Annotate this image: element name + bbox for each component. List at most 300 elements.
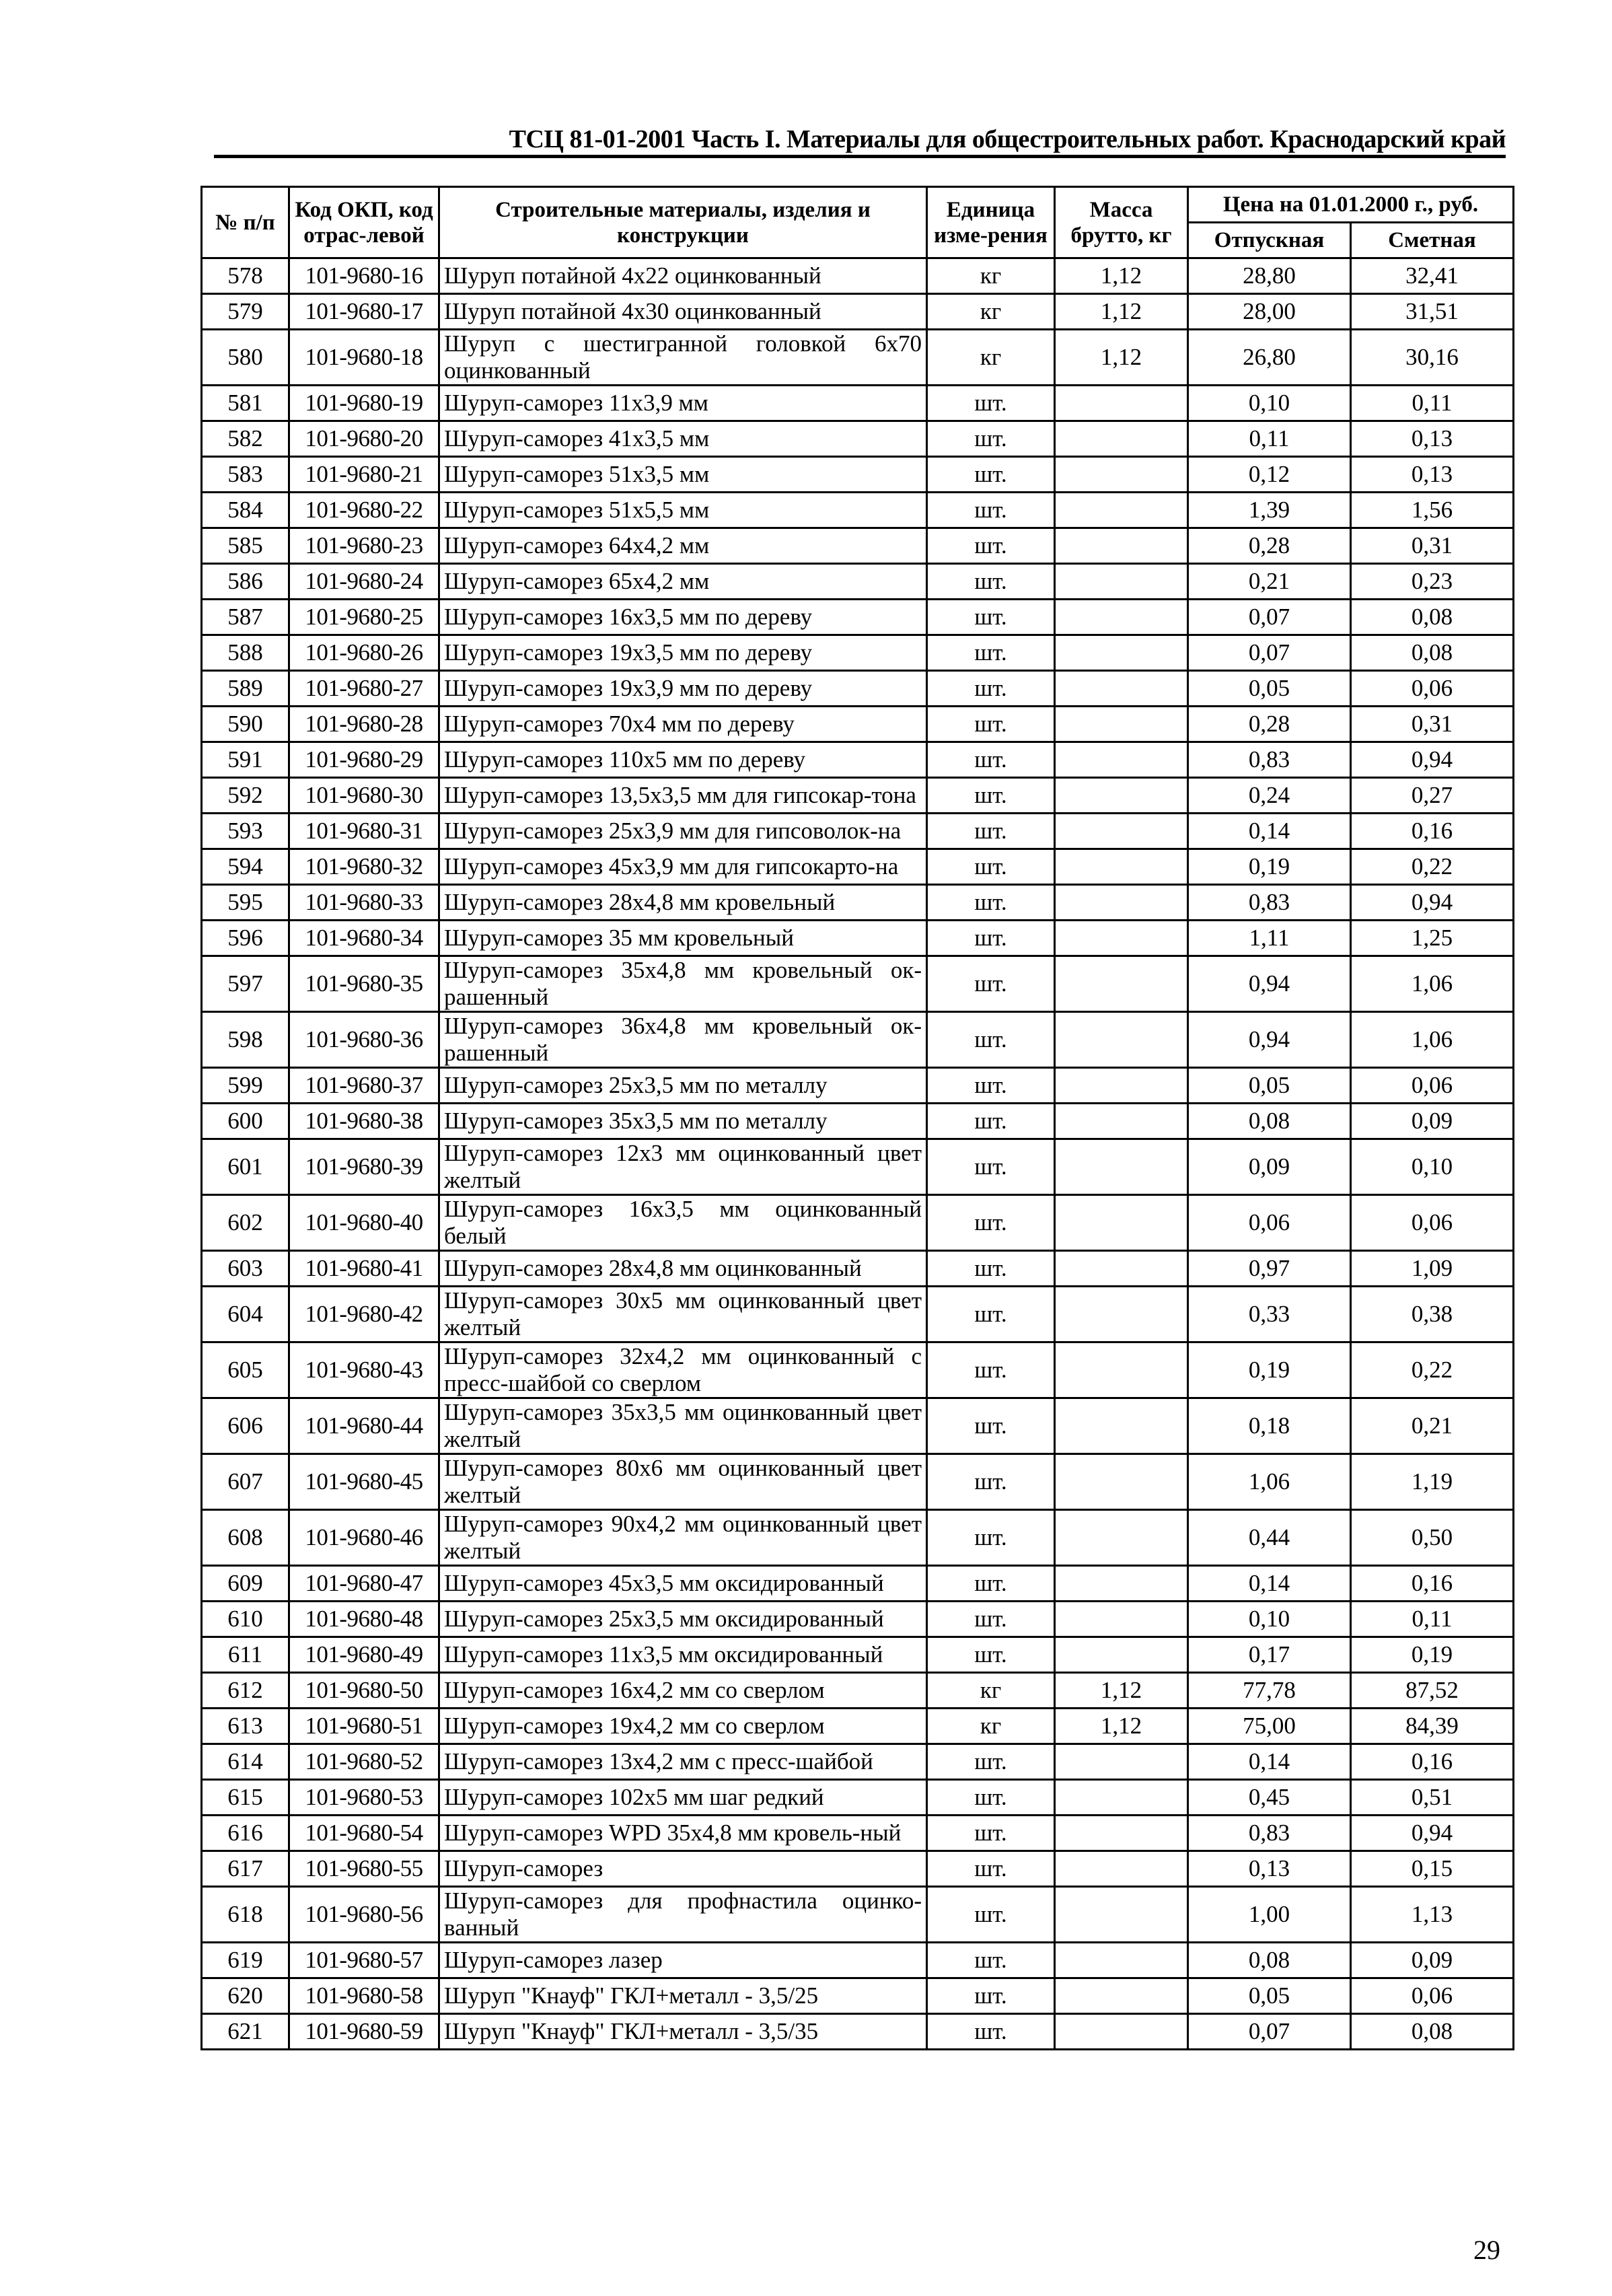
row-price-release: 0,19 (1188, 1342, 1351, 1398)
row-price-estimate: 0,13 (1351, 421, 1514, 457)
row-unit: шт. (927, 1398, 1055, 1454)
row-mass (1055, 493, 1188, 528)
row-price-estimate: 0,94 (1351, 1816, 1514, 1851)
table-row (202, 258, 1514, 294)
row-number: 590 (202, 707, 289, 742)
row-name: Шуруп-саморез 51х5,5 мм (439, 493, 927, 528)
row-name: Шуруп-саморез WPD 35х4,8 мм кровель-ный (439, 1816, 927, 1851)
row-mass (1055, 1943, 1188, 1978)
row-name: Шуруп-саморез 51х3,5 мм (439, 457, 927, 493)
row-unit: кг (927, 330, 1055, 386)
row-number: 585 (202, 528, 289, 564)
row-number: 601 (202, 1139, 289, 1195)
row-mass (1055, 849, 1188, 885)
row-price-release: 0,33 (1188, 1287, 1351, 1342)
row-unit: шт. (927, 921, 1055, 956)
row-code: 101-9680-22 (289, 493, 439, 528)
row-price-estimate: 32,41 (1351, 258, 1514, 294)
row-name: Шуруп-саморез 90х4,2 мм оцинкованный цвет желтый (439, 1510, 927, 1566)
row-price-release: 0,06 (1188, 1195, 1351, 1251)
row-price-release: 0,19 (1188, 849, 1351, 885)
row-mass (1055, 956, 1188, 1012)
row-name: Шуруп-саморез 16х3,5 мм оцинкованный белый (439, 1195, 927, 1251)
row-mass (1055, 1398, 1188, 1454)
table-row (202, 294, 1514, 330)
row-price-estimate: 30,16 (1351, 330, 1514, 386)
row-name: Шуруп-саморез 70х4 мм по дереву (439, 707, 927, 742)
row-price-release: 0,05 (1188, 671, 1351, 707)
row-price-release: 0,12 (1188, 457, 1351, 493)
row-price-release: 0,08 (1188, 1104, 1351, 1139)
row-mass (1055, 564, 1188, 600)
table-row (202, 1780, 1514, 1816)
row-number: 606 (202, 1398, 289, 1454)
row-code: 101-9680-47 (289, 1566, 439, 1602)
row-unit: шт. (927, 814, 1055, 849)
row-code: 101-9680-54 (289, 1816, 439, 1851)
col-header-name: Строительные материалы, изделия и конструкции (439, 187, 927, 258)
row-price-estimate: 0,16 (1351, 814, 1514, 849)
row-name: Шуруп-саморез 19х4,2 мм со сверлом (439, 1709, 927, 1744)
row-name: Шуруп-саморез 32х4,2 мм оцинкованный с пресс-шайбой со сверлом (439, 1342, 927, 1398)
row-number: 610 (202, 1602, 289, 1637)
row-name: Шуруп-саморез 35х3,5 мм по металлу (439, 1104, 927, 1139)
table-row (202, 1139, 1514, 1195)
row-code: 101-9680-33 (289, 885, 439, 921)
row-code: 101-9680-59 (289, 2014, 439, 2050)
row-mass (1055, 1978, 1188, 2014)
row-name: Шуруп-саморез 35х4,8 мм кровельный ок-рашенный (439, 956, 927, 1012)
row-name: Шуруп-саморез 25х3,5 мм по металлу (439, 1068, 927, 1104)
price-table (200, 186, 1514, 2050)
row-name: Шуруп-саморез 45х3,9 мм для гипсокарто-на (439, 849, 927, 885)
row-name: Шуруп-саморез 41х3,5 мм (439, 421, 927, 457)
row-code: 101-9680-45 (289, 1454, 439, 1510)
row-price-estimate: 31,51 (1351, 294, 1514, 330)
row-code: 101-9680-19 (289, 386, 439, 421)
row-mass (1055, 457, 1188, 493)
row-name: Шуруп-саморез 25х3,5 мм оксидированный (439, 1602, 927, 1637)
row-price-estimate: 0,22 (1351, 1342, 1514, 1398)
row-mass (1055, 671, 1188, 707)
row-mass (1055, 1342, 1188, 1398)
table-row (202, 742, 1514, 778)
row-price-estimate: 0,22 (1351, 849, 1514, 885)
row-price-estimate: 0,50 (1351, 1510, 1514, 1566)
table-row (202, 1195, 1514, 1251)
row-mass (1055, 921, 1188, 956)
row-code: 101-9680-46 (289, 1510, 439, 1566)
row-name: Шуруп-саморез 28х4,8 мм оцинкованный (439, 1251, 927, 1287)
row-name: Шуруп-саморез для профнастила оцинко-ванный (439, 1887, 927, 1943)
row-unit: шт. (927, 742, 1055, 778)
row-price-release: 26,80 (1188, 330, 1351, 386)
table-row (202, 330, 1514, 386)
row-price-estimate: 84,39 (1351, 1709, 1514, 1744)
row-mass (1055, 600, 1188, 635)
row-price-estimate: 0,06 (1351, 1068, 1514, 1104)
row-mass (1055, 1816, 1188, 1851)
row-code: 101-9680-26 (289, 635, 439, 671)
row-code: 101-9680-43 (289, 1342, 439, 1398)
row-unit: шт. (927, 1251, 1055, 1287)
table-row (202, 778, 1514, 814)
row-mass: 1,12 (1055, 258, 1188, 294)
row-price-release: 0,97 (1188, 1251, 1351, 1287)
row-name: Шуруп-саморез 64х4,2 мм (439, 528, 927, 564)
row-price-estimate: 0,19 (1351, 1637, 1514, 1673)
row-price-release: 0,14 (1188, 1566, 1351, 1602)
table-row (202, 1673, 1514, 1709)
row-price-release: 0,11 (1188, 421, 1351, 457)
table-row (202, 1012, 1514, 1068)
table-row (202, 1744, 1514, 1780)
row-mass (1055, 1068, 1188, 1104)
row-code: 101-9680-35 (289, 956, 439, 1012)
col-header-unit: Единица изме-рения (927, 187, 1055, 258)
row-unit: кг (927, 1673, 1055, 1709)
row-name: Шуруп-саморез лазер (439, 1943, 927, 1978)
row-code: 101-9680-17 (289, 294, 439, 330)
row-name: Шуруп-саморез 35 мм кровельный (439, 921, 927, 956)
row-code: 101-9680-16 (289, 258, 439, 294)
row-code: 101-9680-39 (289, 1139, 439, 1195)
table-row (202, 1068, 1514, 1104)
row-price-estimate: 0,08 (1351, 2014, 1514, 2050)
row-number: 614 (202, 1744, 289, 1780)
row-code: 101-9680-25 (289, 600, 439, 635)
row-name: Шуруп-саморез 102х5 мм шаг редкий (439, 1780, 927, 1816)
row-code: 101-9680-56 (289, 1887, 439, 1943)
row-number: 600 (202, 1104, 289, 1139)
row-code: 101-9680-27 (289, 671, 439, 707)
table-row (202, 707, 1514, 742)
row-mass (1055, 1251, 1188, 1287)
table-row (202, 849, 1514, 885)
row-name: Шуруп-саморез (439, 1851, 927, 1887)
row-price-estimate: 0,31 (1351, 528, 1514, 564)
table-row (202, 921, 1514, 956)
table-header (202, 187, 1514, 258)
row-unit: кг (927, 258, 1055, 294)
row-number: 604 (202, 1287, 289, 1342)
row-price-release: 0,10 (1188, 1602, 1351, 1637)
row-unit: шт. (927, 457, 1055, 493)
row-code: 101-9680-31 (289, 814, 439, 849)
row-unit: шт. (927, 493, 1055, 528)
row-number: 599 (202, 1068, 289, 1104)
row-name: Шуруп-саморез 13,5х3,5 мм для гипсокар-тона (439, 778, 927, 814)
row-code: 101-9680-41 (289, 1251, 439, 1287)
row-code: 101-9680-40 (289, 1195, 439, 1251)
row-code: 101-9680-34 (289, 921, 439, 956)
row-unit: шт. (927, 1510, 1055, 1566)
row-number: 616 (202, 1816, 289, 1851)
row-mass (1055, 528, 1188, 564)
row-price-release: 0,05 (1188, 1978, 1351, 2014)
col-header-mass: Масса брутто, кг (1055, 187, 1188, 258)
row-mass (1055, 1287, 1188, 1342)
row-name: Шуруп-саморез 19х3,9 мм по дереву (439, 671, 927, 707)
row-unit: шт. (927, 778, 1055, 814)
row-name: Шуруп "Кнауф" ГКЛ+металл - 3,5/25 (439, 1978, 927, 2014)
row-number: 618 (202, 1887, 289, 1943)
row-unit: шт. (927, 1851, 1055, 1887)
row-number: 579 (202, 294, 289, 330)
table-row (202, 956, 1514, 1012)
row-mass (1055, 1454, 1188, 1510)
row-price-release: 0,44 (1188, 1510, 1351, 1566)
row-price-release: 0,07 (1188, 635, 1351, 671)
row-unit: шт. (927, 849, 1055, 885)
row-price-estimate: 1,56 (1351, 493, 1514, 528)
row-price-estimate: 0,13 (1351, 457, 1514, 493)
row-code: 101-9680-48 (289, 1602, 439, 1637)
row-mass (1055, 1637, 1188, 1673)
table-row (202, 600, 1514, 635)
row-number: 592 (202, 778, 289, 814)
row-mass (1055, 707, 1188, 742)
row-number: 586 (202, 564, 289, 600)
row-price-release: 0,13 (1188, 1851, 1351, 1887)
row-name: Шуруп-саморез 11х3,9 мм (439, 386, 927, 421)
table-row (202, 457, 1514, 493)
row-number: 588 (202, 635, 289, 671)
table-row (202, 814, 1514, 849)
table-row (202, 1342, 1514, 1398)
row-code: 101-9680-18 (289, 330, 439, 386)
row-mass (1055, 1780, 1188, 1816)
table-row (202, 1566, 1514, 1602)
row-name: Шуруп-саморез 11х3,5 мм оксидированный (439, 1637, 927, 1673)
table-body (202, 258, 1514, 2050)
row-unit: шт. (927, 1342, 1055, 1398)
row-unit: шт. (927, 1104, 1055, 1139)
row-name: Шуруп-саморез 35х3,5 мм оцинкованный цвет желтый (439, 1398, 927, 1454)
row-code: 101-9680-36 (289, 1012, 439, 1068)
table-row (202, 1887, 1514, 1943)
row-number: 612 (202, 1673, 289, 1709)
row-price-estimate: 0,21 (1351, 1398, 1514, 1454)
row-mass (1055, 1510, 1188, 1566)
row-price-estimate: 0,11 (1351, 1602, 1514, 1637)
row-name: Шуруп-саморез 30х5 мм оцинкованный цвет желтый (439, 1287, 927, 1342)
row-name: Шуруп-саморез 19х3,5 мм по дереву (439, 635, 927, 671)
row-name: Шуруп-саморез 80х6 мм оцинкованный цвет желтый (439, 1454, 927, 1510)
row-mass (1055, 1744, 1188, 1780)
row-name: Шуруп-саморез 25х3,9 мм для гипсоволок-на (439, 814, 927, 849)
row-code: 101-9680-52 (289, 1744, 439, 1780)
row-price-release: 1,11 (1188, 921, 1351, 956)
row-price-estimate: 0,94 (1351, 885, 1514, 921)
row-code: 101-9680-21 (289, 457, 439, 493)
row-name: Шуруп-саморез 16х4,2 мм со сверлом (439, 1673, 927, 1709)
row-code: 101-9680-29 (289, 742, 439, 778)
row-price-estimate: 0,31 (1351, 707, 1514, 742)
row-price-estimate: 0,09 (1351, 1104, 1514, 1139)
table-row (202, 1637, 1514, 1673)
row-code: 101-9680-49 (289, 1637, 439, 1673)
row-number: 578 (202, 258, 289, 294)
row-number: 619 (202, 1943, 289, 1978)
row-price-release: 1,00 (1188, 1887, 1351, 1943)
row-code: 101-9680-50 (289, 1673, 439, 1709)
row-price-release: 0,10 (1188, 386, 1351, 421)
col-header-price-release: Отпускная (1188, 223, 1351, 258)
row-code: 101-9680-57 (289, 1943, 439, 1978)
row-price-estimate: 1,09 (1351, 1251, 1514, 1287)
row-unit: шт. (927, 564, 1055, 600)
row-mass (1055, 778, 1188, 814)
col-header-num: № п/п (202, 187, 289, 258)
row-name: Шуруп-саморез 13х4,2 мм с пресс-шайбой (439, 1744, 927, 1780)
row-code: 101-9680-23 (289, 528, 439, 564)
row-mass (1055, 1851, 1188, 1887)
row-number: 615 (202, 1780, 289, 1816)
row-number: 620 (202, 1978, 289, 2014)
table-row (202, 1851, 1514, 1887)
row-price-release: 0,07 (1188, 2014, 1351, 2050)
row-unit: шт. (927, 671, 1055, 707)
row-unit: шт. (927, 1602, 1055, 1637)
row-unit: шт. (927, 1978, 1055, 2014)
table-row (202, 1104, 1514, 1139)
row-price-estimate: 0,27 (1351, 778, 1514, 814)
row-price-estimate: 0,16 (1351, 1566, 1514, 1602)
row-number: 607 (202, 1454, 289, 1510)
table-row (202, 493, 1514, 528)
row-unit: шт. (927, 528, 1055, 564)
row-unit: шт. (927, 707, 1055, 742)
row-price-release: 0,94 (1188, 956, 1351, 1012)
row-number: 621 (202, 2014, 289, 2050)
row-number: 608 (202, 1510, 289, 1566)
table-row (202, 1287, 1514, 1342)
row-number: 613 (202, 1709, 289, 1744)
row-price-estimate: 0,09 (1351, 1943, 1514, 1978)
row-price-estimate: 87,52 (1351, 1673, 1514, 1709)
row-name: Шуруп-саморез 110х5 мм по дереву (439, 742, 927, 778)
table-row (202, 885, 1514, 921)
table-row (202, 1709, 1514, 1744)
row-price-release: 0,28 (1188, 707, 1351, 742)
row-price-release: 0,07 (1188, 600, 1351, 635)
table-row (202, 671, 1514, 707)
row-mass (1055, 1887, 1188, 1943)
row-price-estimate: 0,08 (1351, 635, 1514, 671)
col-header-code: Код ОКП, код отрас-левой (289, 187, 439, 258)
row-number: 594 (202, 849, 289, 885)
row-price-estimate: 1,06 (1351, 1012, 1514, 1068)
row-number: 589 (202, 671, 289, 707)
row-unit: шт. (927, 885, 1055, 921)
row-price-estimate: 0,94 (1351, 742, 1514, 778)
row-number: 617 (202, 1851, 289, 1887)
row-code: 101-9680-51 (289, 1709, 439, 1744)
row-name: Шуруп с шестигранной головкой 6х70 оцинкованный (439, 330, 927, 386)
row-unit: кг (927, 1709, 1055, 1744)
row-mass (1055, 1195, 1188, 1251)
row-name: Шуруп-саморез 45х3,5 мм оксидированный (439, 1566, 927, 1602)
row-number: 598 (202, 1012, 289, 1068)
table-row (202, 1454, 1514, 1510)
row-unit: шт. (927, 1943, 1055, 1978)
row-code: 101-9680-42 (289, 1287, 439, 1342)
row-unit: шт. (927, 1287, 1055, 1342)
row-unit: шт. (927, 1195, 1055, 1251)
row-price-release: 0,24 (1188, 778, 1351, 814)
row-name: Шуруп потайной 4х22 оцинкованный (439, 258, 927, 294)
row-number: 584 (202, 493, 289, 528)
table-row (202, 1978, 1514, 2014)
row-price-release: 1,39 (1188, 493, 1351, 528)
row-price-estimate: 1,19 (1351, 1454, 1514, 1510)
table-row (202, 1943, 1514, 1978)
row-name: Шуруп "Кнауф" ГКЛ+металл - 3,5/35 (439, 2014, 927, 2050)
row-mass: 1,12 (1055, 330, 1188, 386)
row-unit: шт. (927, 956, 1055, 1012)
row-code: 101-9680-24 (289, 564, 439, 600)
row-price-release: 28,80 (1188, 258, 1351, 294)
row-price-release: 0,18 (1188, 1398, 1351, 1454)
row-mass (1055, 1566, 1188, 1602)
row-unit: шт. (927, 1454, 1055, 1510)
row-price-estimate: 0,15 (1351, 1851, 1514, 1887)
row-price-release: 0,14 (1188, 814, 1351, 849)
row-mass (1055, 2014, 1188, 2050)
row-number: 611 (202, 1637, 289, 1673)
row-unit: шт. (927, 2014, 1055, 2050)
row-unit: шт. (927, 600, 1055, 635)
row-number: 583 (202, 457, 289, 493)
table-row (202, 2014, 1514, 2050)
row-code: 101-9680-28 (289, 707, 439, 742)
row-mass: 1,12 (1055, 1709, 1188, 1744)
row-mass (1055, 635, 1188, 671)
row-name: Шуруп-саморез 65х4,2 мм (439, 564, 927, 600)
row-number: 581 (202, 386, 289, 421)
row-code: 101-9680-37 (289, 1068, 439, 1104)
row-price-release: 28,00 (1188, 294, 1351, 330)
table-row (202, 564, 1514, 600)
row-price-release: 0,83 (1188, 742, 1351, 778)
row-code: 101-9680-53 (289, 1780, 439, 1816)
row-price-release: 0,45 (1188, 1780, 1351, 1816)
col-header-price-estimate: Сметная (1351, 223, 1514, 258)
row-price-estimate: 0,06 (1351, 671, 1514, 707)
table-row (202, 528, 1514, 564)
row-mass (1055, 386, 1188, 421)
row-unit: шт. (927, 1566, 1055, 1602)
row-mass (1055, 742, 1188, 778)
row-name: Шуруп-саморез 16х3,5 мм по дереву (439, 600, 927, 635)
row-price-release: 75,00 (1188, 1709, 1351, 1744)
table-row (202, 421, 1514, 457)
row-price-release: 0,09 (1188, 1139, 1351, 1195)
row-price-estimate: 0,08 (1351, 600, 1514, 635)
row-code: 101-9680-30 (289, 778, 439, 814)
row-name: Шуруп-саморез 12х3 мм оцинкованный цвет желтый (439, 1139, 927, 1195)
row-unit: шт. (927, 1780, 1055, 1816)
row-number: 580 (202, 330, 289, 386)
row-unit: шт. (927, 1139, 1055, 1195)
page-number: 29 (1473, 2235, 1500, 2265)
row-unit: шт. (927, 1887, 1055, 1943)
row-price-release: 77,78 (1188, 1673, 1351, 1709)
row-number: 597 (202, 956, 289, 1012)
row-price-estimate: 1,13 (1351, 1887, 1514, 1943)
table-row (202, 1398, 1514, 1454)
